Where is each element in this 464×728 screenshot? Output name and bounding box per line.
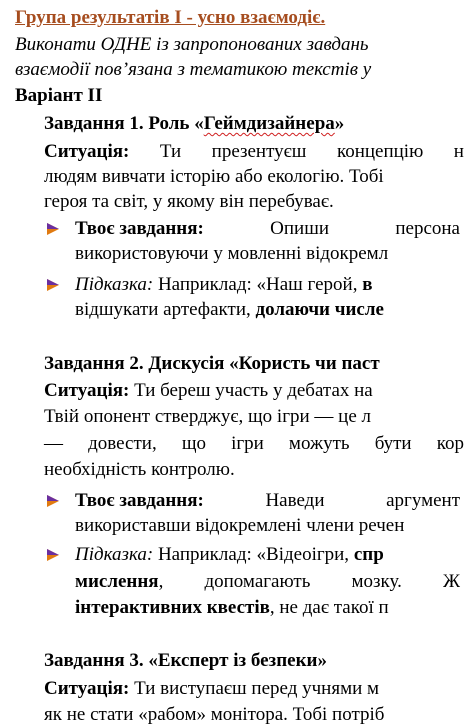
task1-title [44,112,344,136]
task1-hint-bold-2: долаючи числе [255,299,384,320]
task1-situation-line-1 [44,140,464,164]
task3-title: Завдання 3. «Експерт із безпеки» [44,650,327,671]
task1-sit-word-1: Ти [159,141,182,162]
task2-task-word-2: аргумент [386,490,460,511]
task2-hint-line-3 [75,596,389,620]
task2-title: Завдання 2. Дискусія «Користь чи паст [44,353,380,374]
intro-line-2: взаємодії пов’язана з тематикою текстів у [15,59,372,80]
task1-sit-word-2: презентуєш [211,141,307,162]
task2-situation-line-3 [44,432,464,456]
task2-sit-word-5: можуть [288,433,350,454]
results-group-heading: Група результатів І - усно взаємодіє. [15,7,326,28]
task2-hint-label: Підказка: [75,544,154,565]
task2-task-line-1 [75,489,460,513]
task2-sit-word-2: довести, [88,433,157,454]
task1-task-word-1: Опиши [270,218,330,239]
task2-sit-word-6: бути [374,433,412,454]
task2-hint-bold-3: інтерактивних квестів [75,597,270,618]
task1-task-line-2: використовуючи у мовленні відокремл [75,243,389,264]
task2-task-line-2: використавши відокремлені члени речен [75,515,405,536]
task1-hint-line-1 [75,273,372,297]
task1-task-line-1 [75,217,460,241]
task2-hint-bold-1: спр [353,544,384,565]
task1-situation-label: Ситуація: [44,141,130,162]
task2-sit-word-7: кор [436,433,464,454]
bullet-arrow-icon [46,548,60,562]
task1-situation-line-2: людям вивчати історію або екологію. Тобі [44,166,384,187]
task2-hint-word-2: мозку. [351,571,402,592]
task2-sit-word-3: що [181,433,206,454]
task2-hint-line-2 [75,570,460,594]
task2-hint-word-1: допомагають [204,571,311,592]
task2-sit-word-1: — [44,433,63,454]
task2-situation-label: Ситуація: [44,380,130,401]
task3-situation-text-1: Ти виступаєш перед учнями м [134,678,380,699]
task1-hint-text-2: відшукати артефакти, [75,299,251,320]
task1-hint-text-1: Наприклад: «Наш герой, [157,274,358,295]
task2-hint-comma: , [158,571,164,592]
intro-line-1: Виконати ОДНЕ із запропонованих завдань [15,34,369,55]
variant-label: Варіант ІІ [15,85,103,106]
task2-hint-text-3: , не дає такої п [269,597,389,618]
task2-sit-word-4: ігри [231,433,264,454]
task1-task-label: Твоє завдання: [75,218,204,239]
task1-hint-label: Підказка: [75,274,154,295]
task3-situation-line-1 [44,677,379,701]
task2-hint-bold-2: мислення [75,571,159,592]
task1-situation-line-3: героя та світ, у якому він перебуває. [44,191,334,212]
task2-hint-text-1: Наприклад: «Відеоігри, [157,544,350,565]
task2-task-word-1: Наведи [265,490,325,511]
bullet-arrow-icon [46,278,60,292]
task1-title-suffix: » [334,113,345,134]
task1-task-word-2: персона [395,218,460,239]
task1-title-prefix: Завдання 1. Роль « [44,113,204,134]
task2-hint-line-1 [75,543,384,567]
task2-hint-word-3: Ж [442,571,460,592]
task2-situation-line-2: Твій опонент стверджує, що ігри — це л [44,406,371,427]
bullet-arrow-icon [46,494,60,508]
task2-situation-line-4: необхідність контролю. [44,459,235,480]
task2-situation-line-1 [44,379,373,403]
task3-situation-label: Ситуація: [44,678,130,699]
task1-sit-word-3: концепцію [336,141,424,162]
bullet-arrow-icon [46,222,60,236]
task1-hint-bold-1: в [362,274,373,295]
task1-sit-word-4: н [453,141,464,162]
task2-situation-text-1: Ти береш участь у дебатах на [134,380,373,401]
task3-situation-line-2: як не стати «рабом» монітора. Тобі потріб [44,704,385,725]
task1-title-word: Геймдизайнера [203,113,335,134]
task1-hint-line-2 [75,298,384,322]
task2-task-label: Твоє завдання: [75,490,204,511]
